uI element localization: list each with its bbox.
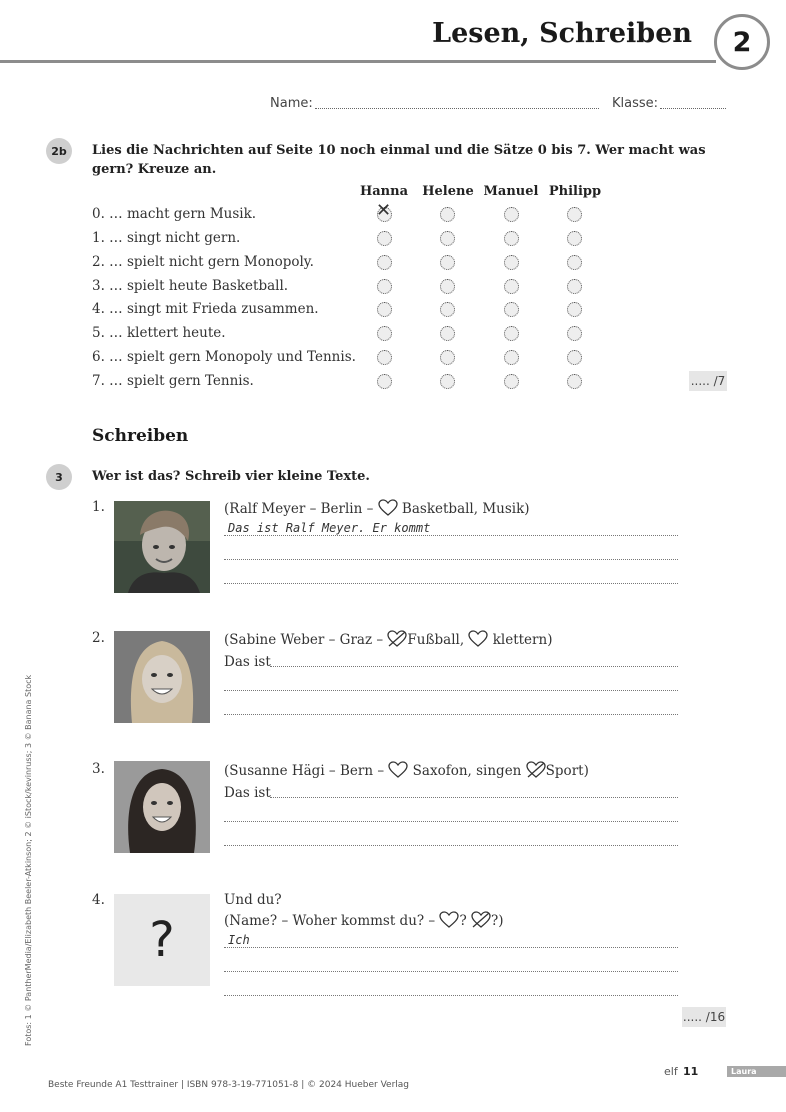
- answer-checkbox[interactable]: [440, 350, 455, 365]
- answer-checkbox[interactable]: [567, 207, 582, 222]
- photo-credit: Fotos: 1 © PantherMedia/Elizabeth Beeler-Atkinson; 2 © iStock/kevinruss; 3 © Banana Stock: [24, 674, 33, 1046]
- score-box-3[interactable]: ..... /16: [682, 1007, 726, 1027]
- answer-checkbox[interactable]: [440, 207, 455, 222]
- statement: 5. … klettert heute.: [92, 325, 226, 341]
- answer-checkbox[interactable]: [377, 326, 392, 341]
- page-number: 11: [683, 1065, 699, 1078]
- item-prompt: (Name? – Woher kommst du? – ? ?): [224, 913, 504, 929]
- heart-icon: [378, 499, 398, 517]
- writing-line[interactable]: [224, 845, 678, 846]
- writing-line[interactable]: [224, 583, 678, 584]
- photo-boy: [114, 501, 210, 593]
- placeholder-photo: [114, 894, 210, 986]
- heart-icon: [388, 761, 408, 779]
- answer-checkbox[interactable]: [567, 231, 582, 246]
- writing-line[interactable]: [270, 797, 678, 798]
- task-3-instruction: Wer ist das? Schreib vier kleine Texte.: [92, 469, 370, 484]
- item-number: 3.: [92, 761, 105, 777]
- column-header: Philipp: [548, 184, 602, 199]
- answer-checkbox[interactable]: [504, 374, 519, 389]
- answer-checkbox[interactable]: [567, 255, 582, 270]
- publisher-line: Beste Freunde A1 Testtrainer | ISBN 978-3-19-771051-8 | © 2024 Hueber Verlag: [48, 1080, 410, 1090]
- statement: 2. … spielt nicht gern Monopoly.: [92, 254, 314, 270]
- statement: 7. … spielt gern Tennis.: [92, 373, 254, 389]
- item-line1: Und du?: [224, 892, 282, 908]
- item-prompt: (Susanne Hägi – Bern – Saxofon, singen Sport): [224, 763, 589, 779]
- task-2b-instruction: Lies die Nachrichten auf Seite 10 noch einmal und die Sätze 0 bis 7. Wer macht was gern? Kreuze an.: [92, 143, 706, 177]
- column-header: Hanna: [359, 184, 409, 199]
- task-badge-3: 3: [46, 464, 72, 490]
- answer-checkbox[interactable]: [504, 350, 519, 365]
- answer-checkbox[interactable]: [504, 207, 519, 222]
- photo-girl-blonde: [114, 631, 210, 723]
- sentence-starter: Das ist: [224, 785, 271, 801]
- answer-checkbox[interactable]: [504, 255, 519, 270]
- answer-checkbox[interactable]: [567, 350, 582, 365]
- column-header: Helene: [422, 184, 474, 199]
- item-prompt: (Sabine Weber – Graz – Fußball, klettern): [224, 632, 553, 648]
- score-box-2b[interactable]: ..... /7: [689, 371, 727, 391]
- class-field[interactable]: [660, 108, 726, 109]
- answer-checkbox[interactable]: [440, 231, 455, 246]
- heart-icon: [468, 630, 488, 648]
- statement: 6. … spielt gern Monopoly und Tennis.: [92, 349, 356, 365]
- writing-line[interactable]: [224, 535, 678, 536]
- answer-checkbox[interactable]: [377, 279, 392, 294]
- column-header: Manuel: [483, 184, 539, 199]
- statement: 1. … singt nicht gern.: [92, 230, 241, 246]
- answer-checkbox[interactable]: [377, 255, 392, 270]
- answer-checkbox-marked[interactable]: [376, 200, 392, 222]
- answer-checkbox[interactable]: [440, 255, 455, 270]
- photo-girl-dark: [114, 761, 210, 853]
- header-rule: [0, 60, 716, 63]
- item-prompt: (Ralf Meyer – Berlin – Basketball, Musik): [224, 501, 530, 517]
- handwritten-answer: Ich: [228, 933, 250, 947]
- answer-checkbox[interactable]: [377, 374, 392, 389]
- answer-checkbox[interactable]: [567, 302, 582, 317]
- statement: 3. … spielt heute Basketball.: [92, 278, 289, 294]
- writing-line[interactable]: [224, 690, 678, 691]
- handwritten-answer: Das ist Ralf Meyer. Er kommt: [228, 521, 431, 535]
- section-title: Schreiben: [92, 426, 189, 446]
- answer-checkbox[interactable]: [440, 279, 455, 294]
- task-badge-2b: 2b: [46, 138, 72, 164]
- answer-checkbox[interactable]: [567, 326, 582, 341]
- page-title: Lesen, Schreiben: [432, 18, 692, 49]
- answer-checkbox[interactable]: [504, 279, 519, 294]
- answer-checkbox[interactable]: [504, 231, 519, 246]
- writing-line[interactable]: [270, 666, 678, 667]
- answer-checkbox[interactable]: [377, 231, 392, 246]
- answer-checkbox[interactable]: [377, 350, 392, 365]
- item-number: 4.: [92, 892, 105, 908]
- class-label: Klasse:: [612, 96, 659, 111]
- answer-checkbox[interactable]: [567, 279, 582, 294]
- crossed-heart-icon: [526, 761, 546, 779]
- statement: 0. … macht gern Musik.: [92, 206, 257, 222]
- writing-line[interactable]: [224, 821, 678, 822]
- level-tag: Laura: [727, 1066, 786, 1077]
- chapter-number: 2: [714, 14, 770, 70]
- page-word: elf: [664, 1065, 678, 1078]
- answer-checkbox[interactable]: [440, 302, 455, 317]
- answer-checkbox[interactable]: [504, 302, 519, 317]
- answer-checkbox[interactable]: [440, 326, 455, 341]
- crossed-heart-icon: [387, 630, 407, 648]
- answer-checkbox[interactable]: [440, 374, 455, 389]
- writing-line[interactable]: [224, 559, 678, 560]
- item-number: 1.: [92, 499, 105, 515]
- writing-line[interactable]: [224, 971, 678, 972]
- statement: 4. … singt mit Frieda zusammen.: [92, 301, 319, 317]
- answer-checkbox[interactable]: [567, 374, 582, 389]
- writing-line[interactable]: [224, 995, 678, 996]
- cross-mark-icon: ✕: [376, 200, 392, 221]
- heart-icon: [439, 911, 459, 929]
- name-label: Name:: [270, 96, 313, 111]
- item-number: 2.: [92, 630, 105, 646]
- crossed-heart-icon: [471, 911, 491, 929]
- name-field[interactable]: [315, 108, 599, 109]
- answer-checkbox[interactable]: [504, 326, 519, 341]
- question-mark-icon: ?: [149, 912, 175, 968]
- writing-line[interactable]: [224, 714, 678, 715]
- writing-line[interactable]: [224, 947, 678, 948]
- answer-checkbox[interactable]: [377, 302, 392, 317]
- sentence-starter: Das ist: [224, 654, 271, 670]
